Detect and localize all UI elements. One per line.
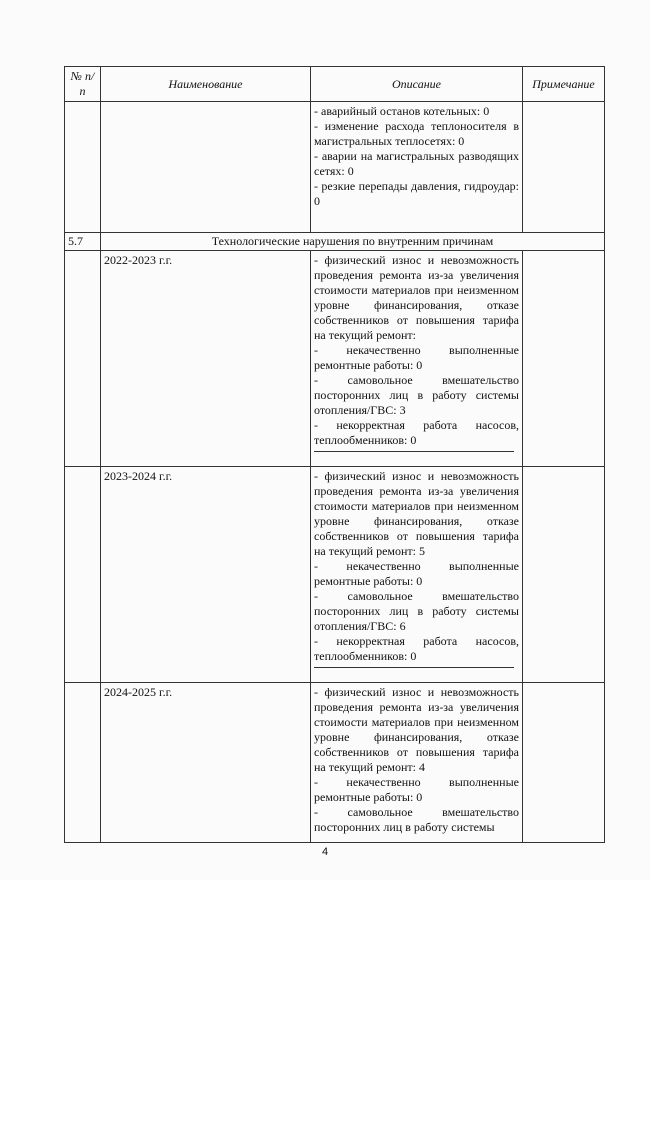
description-line: - самовольное вмешательство посторонних лиц в работу системы отопления/ГВС: 6 (314, 589, 519, 633)
cell-note (523, 683, 605, 843)
description-line: - некачественно выполненные ремонтные работы: 0 (314, 775, 519, 804)
cell-name (101, 102, 311, 233)
cell-note (523, 251, 605, 467)
separator-line (314, 451, 514, 452)
cell-number (65, 102, 101, 233)
description-line: - некачественно выполненные ремонтные работы: 0 (314, 343, 519, 372)
report-table (64, 66, 605, 843)
cell-description (311, 102, 523, 233)
description-line: - физический износ и невозможность проведения ремонта из-за увеличения стоимости материалов при неизменном уровне финансирования, отказе собственников от повышения тарифа на текущий ремонт: (314, 253, 519, 342)
page-number: 4 (321, 846, 329, 858)
header-description: Описание (311, 67, 523, 102)
cell-number (65, 251, 101, 467)
description-line: - физический износ и невозможность проведения ремонта из-за увеличения стоимости материалов при неизменном уровне финансирования, отказе собственников от повышения тарифа на текущий ремонт: 4 (314, 685, 519, 774)
description-line: - самовольное вмешательство посторонних лиц в работу системы (314, 805, 519, 834)
section-number: 5.7 (65, 233, 101, 251)
table-row-continued (65, 102, 605, 233)
table-row (65, 467, 605, 683)
cell-name: 2023-2024 г.г. (101, 467, 311, 683)
cell-description (311, 467, 523, 683)
description-line: - некорректная работа насосов, теплообменников: 0 (314, 634, 519, 663)
cell-note (523, 102, 605, 233)
cell-name: 2022-2023 г.г. (101, 251, 311, 467)
cell-name: 2024-2025 г.г. (101, 683, 311, 843)
description-line: - изменение расхода теплоносителя в магистральных теплосетях: 0 (314, 119, 519, 148)
description-line: - некачественно выполненные ремонтные работы: 0 (314, 559, 519, 588)
cell-number (65, 683, 101, 843)
table-row (65, 251, 605, 467)
section-row (65, 233, 605, 251)
table-header-row (65, 67, 605, 102)
description-line: - аварии на магистральных разводящих сетях: 0 (314, 149, 519, 178)
header-name: Наименование (101, 67, 311, 102)
table-row (65, 683, 605, 843)
header-number: № п/п (65, 67, 101, 102)
description-line: - самовольное вмешательство посторонних лиц в работу системы отопления/ГВС: 3 (314, 373, 519, 417)
description-line: - аварийный останов котельных: 0 (314, 104, 490, 118)
header-note: Примечание (523, 67, 605, 102)
section-title: Технологические нарушения по внутренним причинам (101, 233, 605, 251)
separator-line (314, 667, 514, 668)
description-line: - некорректная работа насосов, теплообменников: 0 (314, 418, 519, 447)
cell-note (523, 467, 605, 683)
cell-number (65, 467, 101, 683)
cell-description (311, 251, 523, 467)
cell-description (311, 683, 523, 843)
description-line: - физический износ и невозможность проведения ремонта из-за увеличения стоимости материалов при неизменном уровне финансирования, отказе собственников от повышения тарифа на текущий ремонт: 5 (314, 469, 519, 558)
description-line: - резкие перепады давления, гидроудар: 0 (314, 179, 519, 208)
